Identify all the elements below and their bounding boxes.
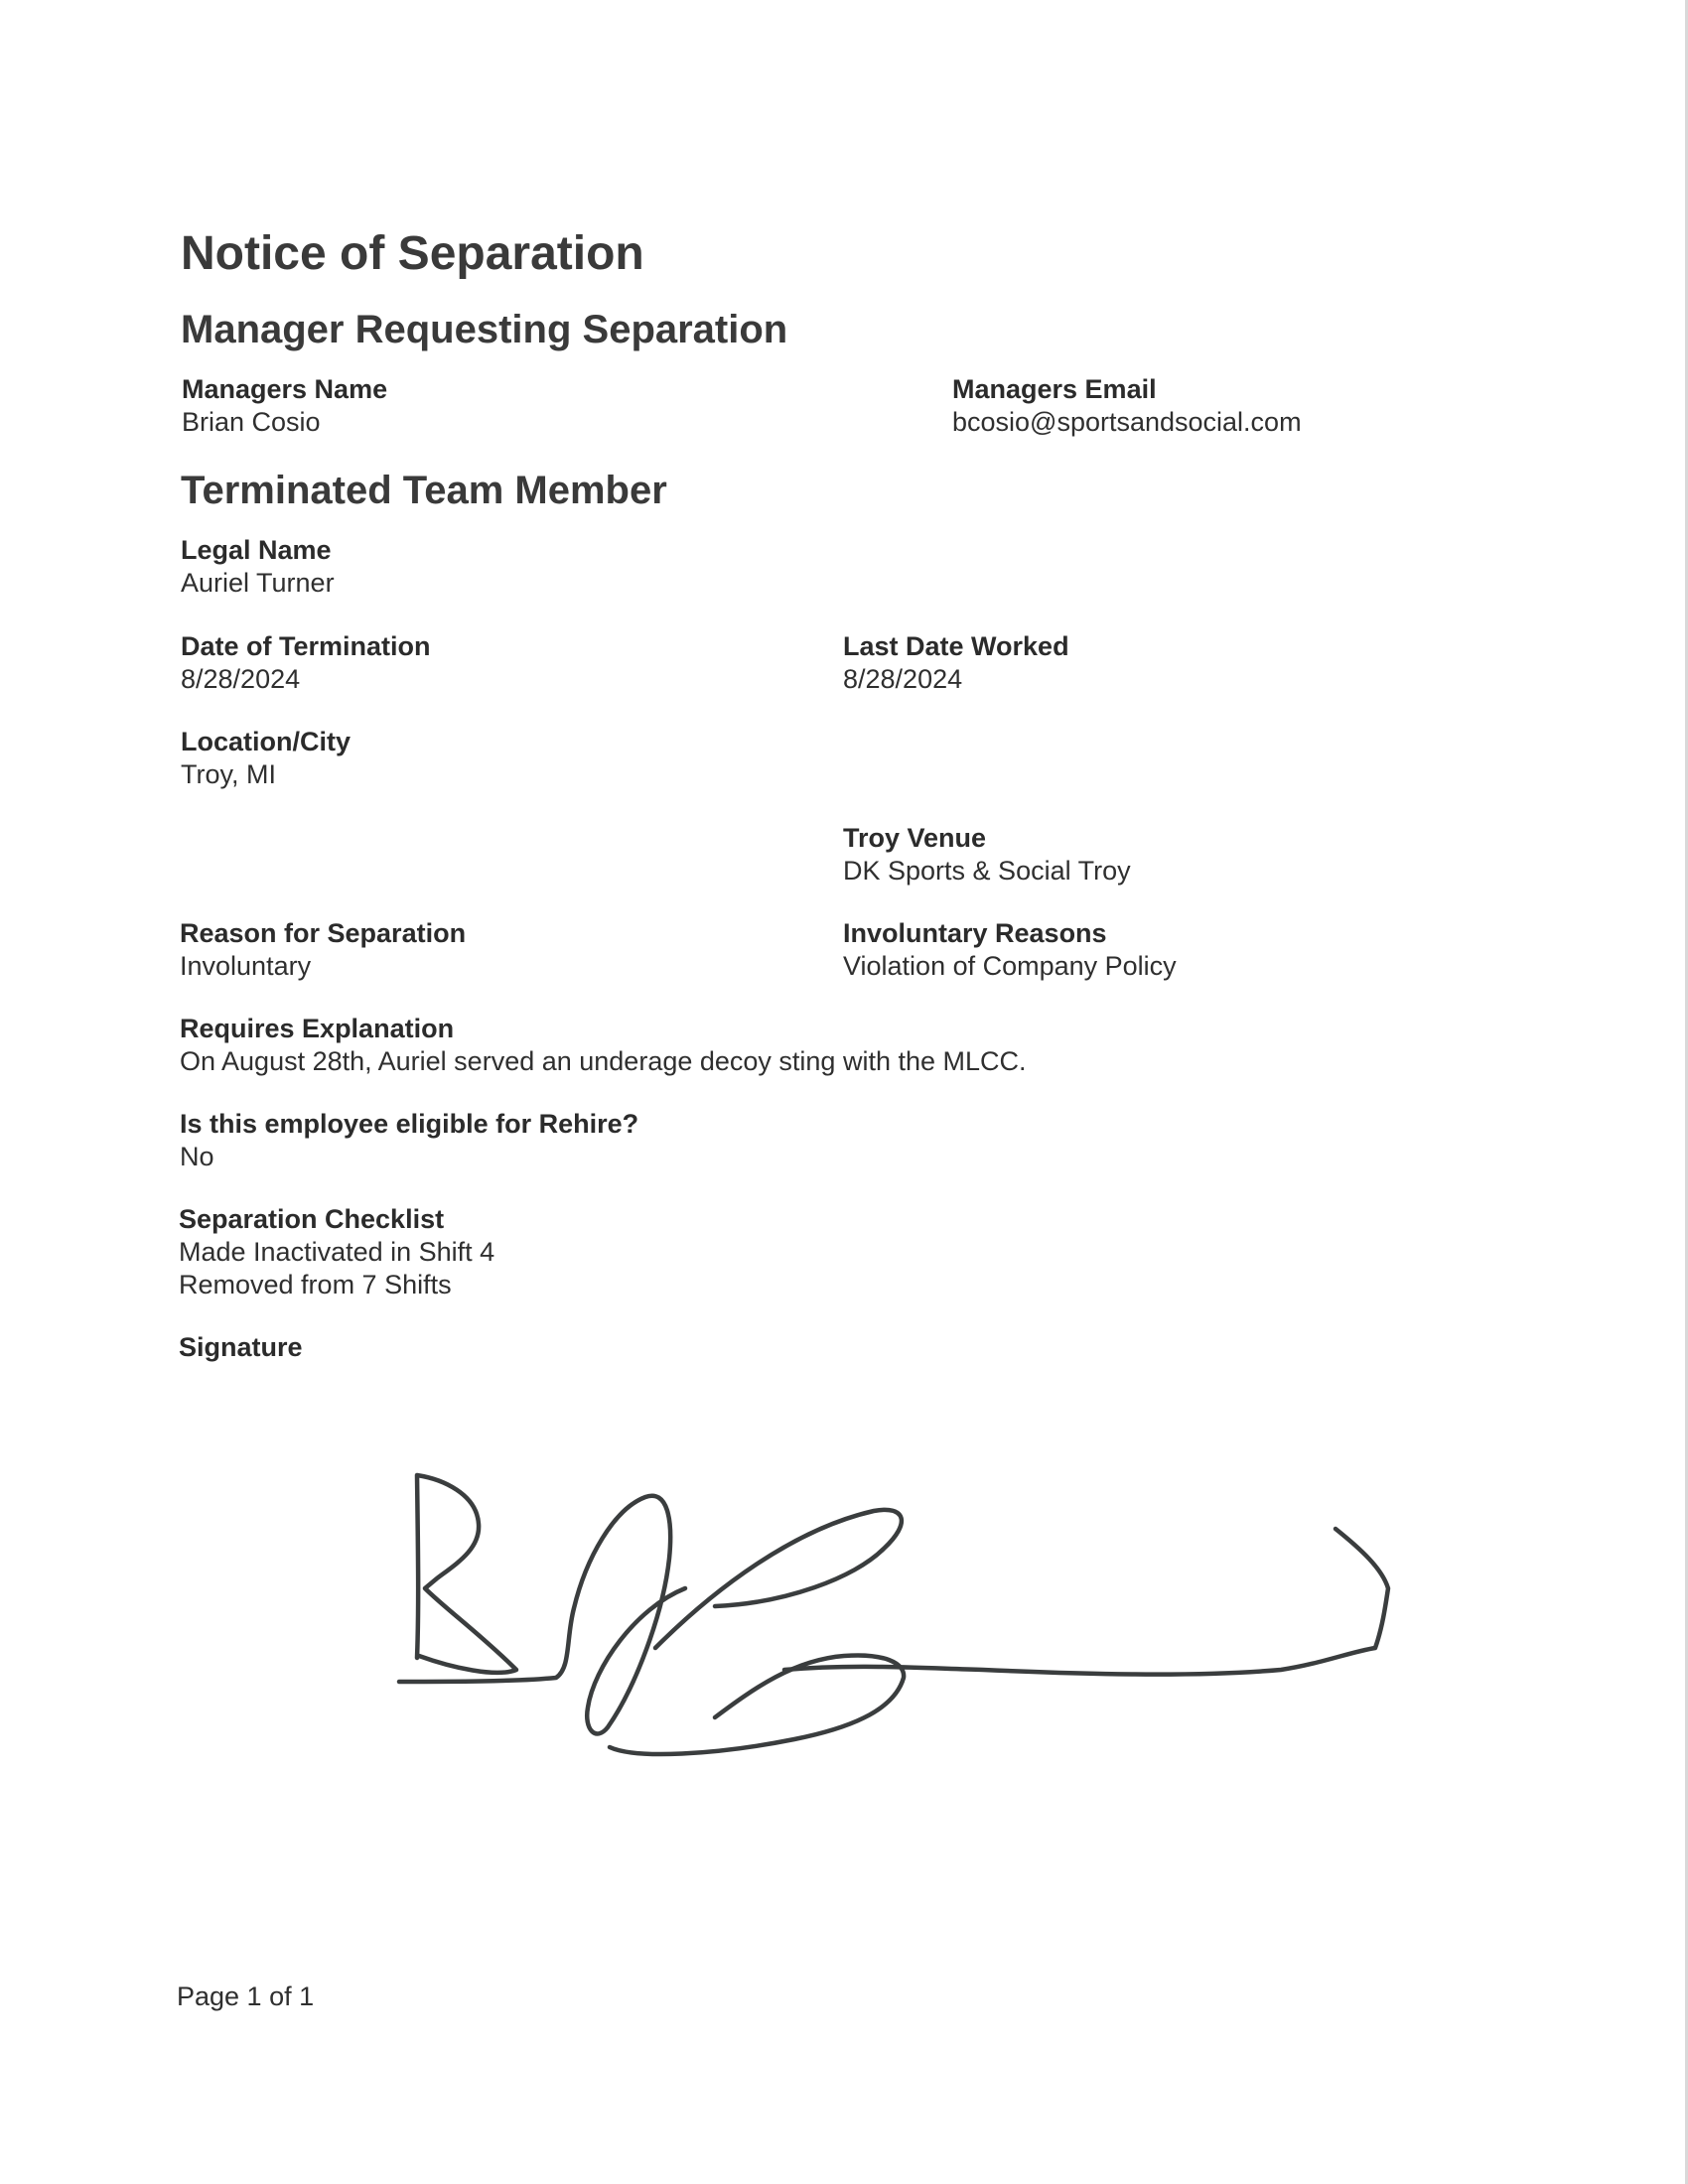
managers-name-value: Brian Cosio <box>182 407 321 437</box>
venue-value: DK Sports & Social Troy <box>843 856 1131 886</box>
rehire-field <box>180 1108 638 1173</box>
legal-name-label: Legal Name <box>181 535 332 565</box>
termination-date-value: 8/28/2024 <box>181 664 301 694</box>
explanation-value: On August 28th, Auriel served an underage decoy sting with the MLCC. <box>180 1046 1027 1076</box>
explanation-label: Requires Explanation <box>180 1014 455 1043</box>
venue-label: Troy Venue <box>843 823 987 853</box>
last-worked-value: 8/28/2024 <box>843 664 963 694</box>
last-worked-field <box>843 630 1069 696</box>
signature-field <box>179 1331 303 1364</box>
explanation-field <box>180 1013 1027 1078</box>
handwritten-signature <box>387 1459 1400 1777</box>
reason-value: Involuntary <box>180 951 312 981</box>
member-section-heading: Terminated Team Member <box>181 469 667 512</box>
last-worked-label: Last Date Worked <box>843 631 1069 661</box>
reason-label: Reason for Separation <box>180 918 467 948</box>
signature-label: Signature <box>179 1332 303 1362</box>
legal-name-field <box>181 534 335 600</box>
managers-email-label: Managers Email <box>952 374 1157 404</box>
location-value: Troy, MI <box>181 759 276 789</box>
page-number: Page 1 of 1 <box>177 1981 315 2011</box>
location-field <box>181 726 351 791</box>
checklist-label: Separation Checklist <box>179 1204 445 1234</box>
managers-email-value: bcosio@sportsandsocial.com <box>952 407 1302 437</box>
managers-name-field <box>182 373 387 439</box>
checklist-item: Removed from 7 Shifts <box>179 1270 452 1299</box>
manager-section-heading: Manager Requesting Separation <box>181 308 788 351</box>
location-label: Location/City <box>181 727 352 756</box>
checklist-item: Made Inactivated in Shift 4 <box>179 1237 495 1267</box>
managers-email-field <box>952 373 1302 439</box>
termination-date-label: Date of Termination <box>181 631 431 661</box>
venue-field <box>843 822 1131 887</box>
reason-field <box>180 917 466 983</box>
managers-name-label: Managers Name <box>182 374 388 404</box>
legal-name-value: Auriel Turner <box>181 568 335 598</box>
document-title: Notice of Separation <box>181 227 644 280</box>
involuntary-reasons-field <box>843 917 1177 983</box>
involuntary-reasons-label: Involuntary Reasons <box>843 918 1107 948</box>
termination-date-field <box>181 630 431 696</box>
involuntary-reasons-value: Violation of Company Policy <box>843 951 1177 981</box>
checklist-field <box>179 1203 494 1301</box>
rehire-value: No <box>180 1142 214 1171</box>
rehire-label: Is this employee eligible for Rehire? <box>180 1109 639 1139</box>
